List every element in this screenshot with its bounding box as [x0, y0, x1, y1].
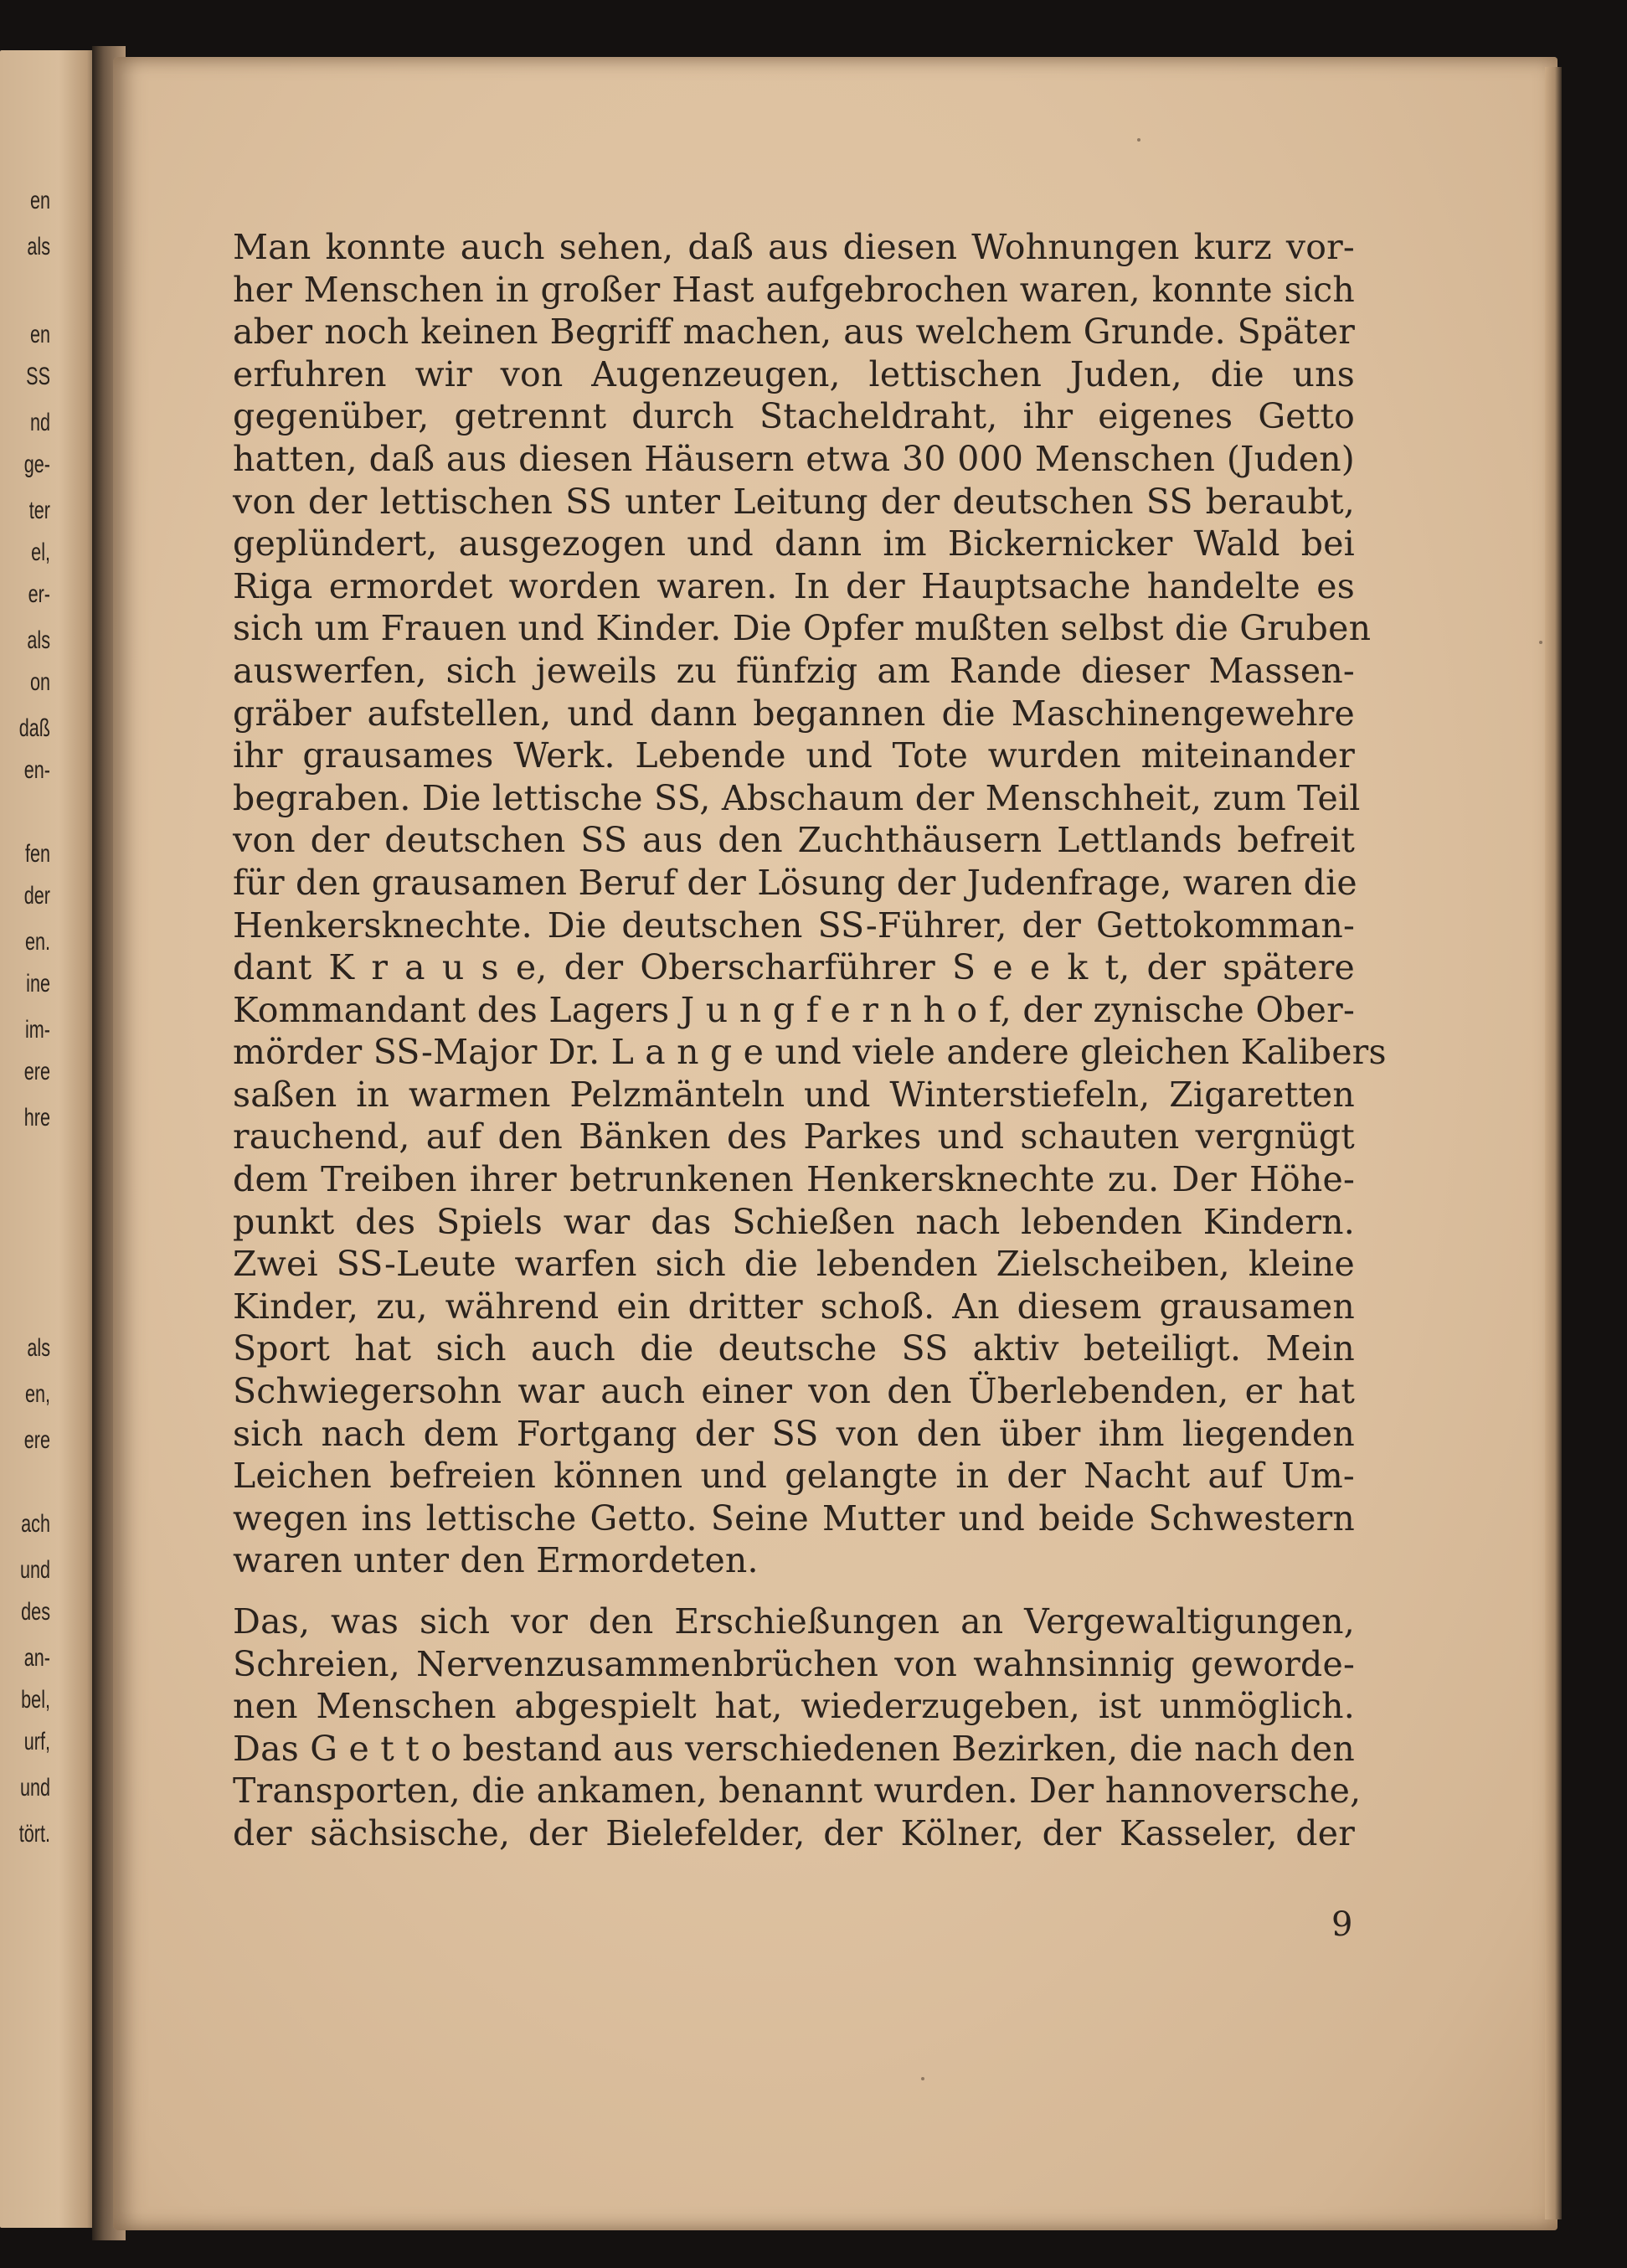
text-line: saßen in warmen Pelzmänteln und Winterstiefeln, Zigaretten [233, 1074, 1355, 1115]
left-page-fragment: ach [21, 1510, 50, 1538]
text-line: Man konnte auch sehen, daß aus diesen Wohnungen kurz vor- [233, 227, 1355, 267]
left-page-fragment: und [19, 1774, 50, 1802]
text-line: auswerfen, sich jeweils zu fünfzig am Rande dieser Massen- [233, 650, 1355, 691]
text-line: her Menschen in großer Hast aufgebrochen waren, konnte sich [233, 269, 1355, 310]
text-line: geplündert, ausgezogen und dann im Bickernicker Wald bei [233, 523, 1355, 564]
text-line: Schreien, Nervenzusammenbrüchen von wahnsinnig geworde- [233, 1643, 1355, 1684]
text-line: sich um Frauen und Kinder. Die Opfer mußten selbst die Gruben [233, 608, 1372, 649]
text-line: Leichen befreien können und gelangte in der Nacht auf Um- [233, 1456, 1355, 1497]
text-line: punkt des Spiels war das Schießen nach lebenden Kindern. [233, 1201, 1355, 1242]
text-line: Kommandant des Lagers J u n g f e r n h o f, der zynische Ober- [233, 989, 1355, 1030]
text-line: Das, was sich vor den Erschießungen an Vergewaltigungen, [233, 1601, 1355, 1642]
left-page-fragment: en [29, 321, 50, 348]
left-page-fragment: on [29, 668, 50, 696]
left-page-fragment: ge- [23, 451, 50, 478]
text-line: von der lettischen SS unter Leitung der deutschen SS beraubt, [233, 481, 1355, 522]
paragraph-1 [233, 226, 1387, 1582]
paper-speck [921, 2077, 924, 2080]
text-line: ihr grausames Werk. Lebende und Tote wurden miteinander [233, 735, 1355, 776]
text-line: erfuhren wir von Augenzeugen, lettischen Juden, die uns [233, 353, 1355, 394]
text-line: wegen ins lettische Getto. Seine Mutter und beide Schwestern [233, 1497, 1355, 1539]
text-line: Zwei SS-Leute warfen sich die lebenden Zielscheiben, kleine [233, 1244, 1355, 1285]
left-page-fragment: als [27, 233, 50, 260]
text-line: Das G e t t o bestand aus verschiedenen Bezirken, die nach den [233, 1728, 1355, 1769]
left-page-fragment: nd [29, 409, 50, 436]
text-line: für den grausamen Beruf der Lösung der Judenfrage, waren die [233, 862, 1357, 903]
text-line: dant K r a u s e, der Oberscharführer S e e k t, der spätere [233, 947, 1355, 988]
text-line: Sport hat sich auch die deutsche SS aktiv beteiligt. Mein [233, 1328, 1355, 1369]
text-line: von der deutschen SS aus den Zuchthäusern Lettlands befreit [233, 820, 1355, 861]
text-line: aber noch keinen Begriff machen, aus welchem Grunde. Später [233, 312, 1355, 353]
text-line: Riga ermordet worden waren. In der Hauptsache handelte es [233, 565, 1355, 606]
left-page-fragment: en- [23, 756, 50, 784]
page-edge [1545, 67, 1562, 2219]
text-line: sich nach dem Fortgang der SS von den über ihm liegenden [233, 1413, 1355, 1454]
left-page-fragment: als [27, 1334, 50, 1362]
paragraph-3 [233, 1728, 1362, 1855]
text-line: Henkersknechte. Die deutschen SS-Führer, der Gettokomman- [233, 905, 1355, 946]
left-page-fragment: SS [26, 363, 50, 390]
text-line: Schwiegersohn war auch einer von den Überlebenden, er hat [233, 1371, 1355, 1412]
text-line: waren unter den Ermordeten. [233, 1540, 759, 1581]
text-line: dem Treiben ihrer betrunkenen Henkersknechte zu. Der Höhe- [233, 1159, 1355, 1200]
left-page-fragment: en. [24, 928, 50, 956]
left-page-fragment: ere [23, 1426, 50, 1454]
paragraph-gap [233, 1582, 1355, 1600]
left-page-fragment: an- [23, 1644, 50, 1672]
left-facing-page [0, 50, 99, 2228]
left-page-fragment: hre [23, 1104, 50, 1131]
text-line: Kinder, zu, während ein dritter schoß. An diesem grausamen [233, 1286, 1355, 1327]
left-page-fragment: en, [24, 1380, 50, 1408]
left-page-fragment: ere [23, 1058, 50, 1085]
paragraph-2 [233, 1600, 1355, 1728]
left-page-fragment: ter [28, 497, 50, 524]
text-line: mörder SS-Major Dr. L a n g e und viele andere gleichen Kalibers [233, 1032, 1387, 1073]
left-page-fragment: urf, [23, 1728, 50, 1755]
left-page-fragment: er- [28, 580, 50, 608]
left-page-fragment: fen [24, 840, 50, 868]
text-line: begraben. Die lettische SS, Abschaum der Menschheit, zum Teil [233, 777, 1361, 818]
text-line: der sächsische, der Bielefelder, der Kölner, der Kasseler, der [233, 1812, 1355, 1853]
left-page-fragment: und [19, 1556, 50, 1584]
text-line: rauchend, auf den Bänken des Parkes und schauten vergnügt [233, 1116, 1355, 1157]
page-number: 9 [1331, 1905, 1353, 1944]
left-page-fragment: en [29, 187, 50, 214]
text-line: gräber aufstellen, und dann begannen die Maschinengewehre [233, 693, 1355, 734]
left-page-fragment: als [27, 626, 50, 654]
left-page-fragment: el, [31, 539, 50, 566]
left-page-fragment: der [23, 882, 50, 910]
text-line: nen Menschen abgespielt hat, wiederzugeben, ist unmöglich. [233, 1686, 1355, 1727]
paper-speck [1539, 641, 1542, 644]
page-body-text [233, 226, 1387, 1855]
left-page-fragment: ine [26, 970, 50, 997]
paper-speck [1137, 138, 1140, 142]
text-line: hatten, daß aus diesen Häusern etwa 30 000 Menschen (Juden) [233, 438, 1355, 479]
left-page-fragment: des [21, 1598, 50, 1626]
left-page-fragment: daß [18, 714, 50, 742]
text-line: gegenüber, getrennt durch Stacheldraht, ihr eigenes Getto [233, 396, 1355, 437]
left-page-fragment: tört. [18, 1820, 50, 1848]
left-page-fragment: im- [25, 1016, 50, 1044]
left-page-fragment: bel, [21, 1686, 50, 1714]
text-line: Transporten, die ankamen, benannt wurden. Der hannoversche, [233, 1771, 1362, 1812]
